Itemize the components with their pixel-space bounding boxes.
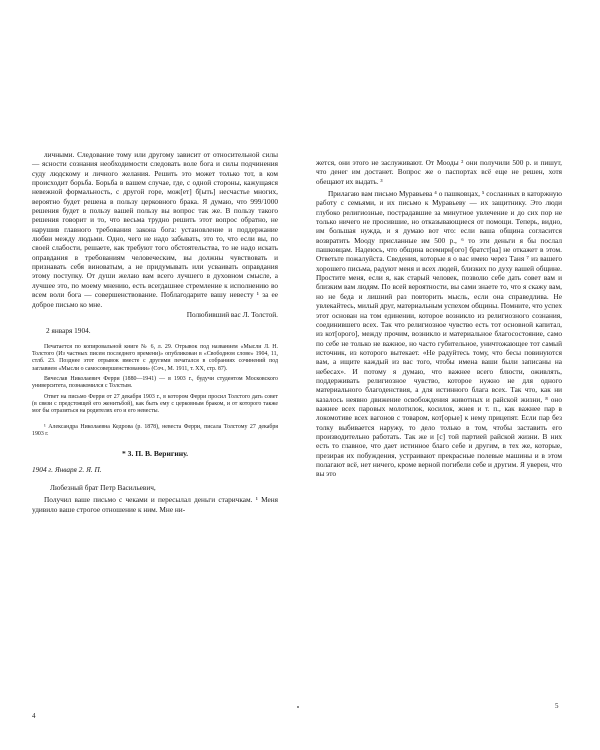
footnote: ¹ Александра Николаевна Кедрова (р. 1878), невеста Ферри, писала Толстому 27 декабря 1903 г. — [32, 423, 278, 437]
paragraph-main: Прилагаю вам письмо Муравьева ⁴ о пашковцах, ⁵ сосланных в каторжную работу с семьями, и их письмо к Муравьеву — их защитнику. Это люди глубоко религиозные, пострадавшие за минутное увлечение и до сих пор не только ничего не просившие, но отказывающиеся от помощи. Теперь, видно, им большая нужда, и я думаю вот что: если ваша община согласится возвратить Мооду присланные им 500 р., ⁶ то эти деньги я бы послал пашковцам. Надеюсь, что община всемирн[ого] братст[ва] не откажет в этом. Ответьте пожалуйста. Сведения, которые я о вас имею через Таня ⁷ из вашего хорошего письма, радуют меня и всех людей, близких по духу вашей общине. Простите меня, если я, как старый человек, позволю себе дать совет вам и близким вам людям. По всей вероятности, вы сами знаете то, что я скажу вам, но не беда и лишний раз повторить мысль, если она справедлива. Не увлекайтесь, милый друг, материальным успехом общины. Помните, что успех этот основан на том единении, которое возникло из религиозного сознания, соединившего всех. Так что религиозное чувство есть тот основной капитал, из кот[орого], между прочим, возникло и материальное благосостояние, само по себе не только не важное, но часто губительное, уничтожающее тот самый источник, из которого вытекает. «Не радуйтесь тому, что бесы повинуются вам, а ищите каждый из вас того, чтобы имена ваши были записаны на небесах». И потому я думаю, что важнее всего блюсти, оживлять, поддерживать религиозное чувство, которое нужно не для одного материального благоденствия, а для истинного блага всех. Так что, как ни казалось неявно движение освобождения животных и райской жизни, ⁸ оно важнее всех паровых молотилок, косилок, жнея и т. п., как важнее пар в локомотиве всех вагонов с товаром, кот[орые] к нему прицепят. Если пар без толку выбивается наружу, то дело только в том, чтобы заставить его производительно работать. Так же и [с] той партией райской жизни. В них есть то главное, что дает истинное благо себе и другим, в тех же, которые, презирая их побуждения, устраивают прекрасные полевые машины и в этом полагают всё, нет ничего, кроме верной погибели себе и другим. Я уверен, что вы это — [316, 189, 562, 479]
left-page — [32, 150, 278, 514]
page-number-left: 4 — [32, 712, 36, 720]
letter-start-text: Получил ваше письмо с чеками и пересылал деньги старичкам. ¹ Меня удивило ваше строгое отношение к ним. Мне ни- — [32, 495, 278, 514]
publication-note: Печатается по копировальной книге № 6, л. 29. Отрывок под названием «Мысли Л. Н. Толстого (Из частных писем последнего времени)» опубликован в «Свободном слове» 1904, 11, стлб. 23. Позднее этот отрывок вместе с другими печатался в собраниях сочинений под заглавием «Мысли о самосовершенствовании» (Соч., М. 1911, т. XX, стр. 87). — [32, 343, 278, 372]
letter-heading: * 3. П. В. Веригину. — [121, 449, 189, 459]
signature: Полюбивший вас Л. Толстой. — [186, 309, 278, 319]
letter-dateline: 1904 г. Января 2. Я. П. — [32, 465, 102, 475]
scan-speck — [297, 706, 299, 708]
page-number-right: 5 — [555, 702, 559, 710]
letter-date: 2 января 1904. — [46, 326, 91, 336]
letter-body-text: личными. Следование тому или другому зависит от относительной силы — ясности сознания необходимости следовать воле бога и силы подчинения суду людскому и личного желания. Решить это может только тот, в ком происходит борьба. Борьба в вашем случае, где, с одной стороны, кажущаяся невежной формальность, с другой горе, мож[ет] б[ыть] несчастье многих, вероятно будет решена в пользу церковного брака. Я думаю, что 999/1000 решения будет в пользу вашей пользу вы вопрос так же. В пользу такого решения говорит и то, что весьма трудно решить этот вопрос обратно, не нарушив главного требования закона бога: установление и поддержание любви между людьми. Одно, чего не надо забывать, это то, что если вы, по своей слабости, решаете, как требуют того обстоятельства, то не надо искать оправдания в требованиям человеческим, вы должны чувствовать и признавать себя виноватым, а не придумывать или усваивать оправдания этому поступку. От души желаю вам всего лучшего в духовном смысле, а лучшее это, по моему мнению, есть всегдашнее стремление к исполнению во всем воли бога — совершенствование. Поблагодарите вашу невесту ¹ за ее доброе письмо ко мне. — [32, 150, 278, 309]
reply-note: Ответ на письмо Ферри от 27 декабря 1903 г., в котором Ферри просил Толстого дать совет (в связи с предстоящей его женитьбой), как быть ему с церковным браком, и от которого также мог бы отразиться на родителях его и его невесты. — [32, 393, 278, 415]
paragraph-continued: жется, они этого не заслуживают. От Мооды ² они получили 500 р. и пишут, что денег им достанет. Вопрос же о паспортах всё еще не решен, хотя обещают их выдать. ³ — [316, 158, 562, 186]
biography-note: Вячеслав Николаевич Ферри (1880—1941) — в 1903 г., будучи студентом Московского университета, познакомился с Толстым. — [32, 375, 278, 390]
salutation: Любезный брат Петр Васильевич, — [50, 483, 156, 493]
right-page — [316, 158, 562, 479]
